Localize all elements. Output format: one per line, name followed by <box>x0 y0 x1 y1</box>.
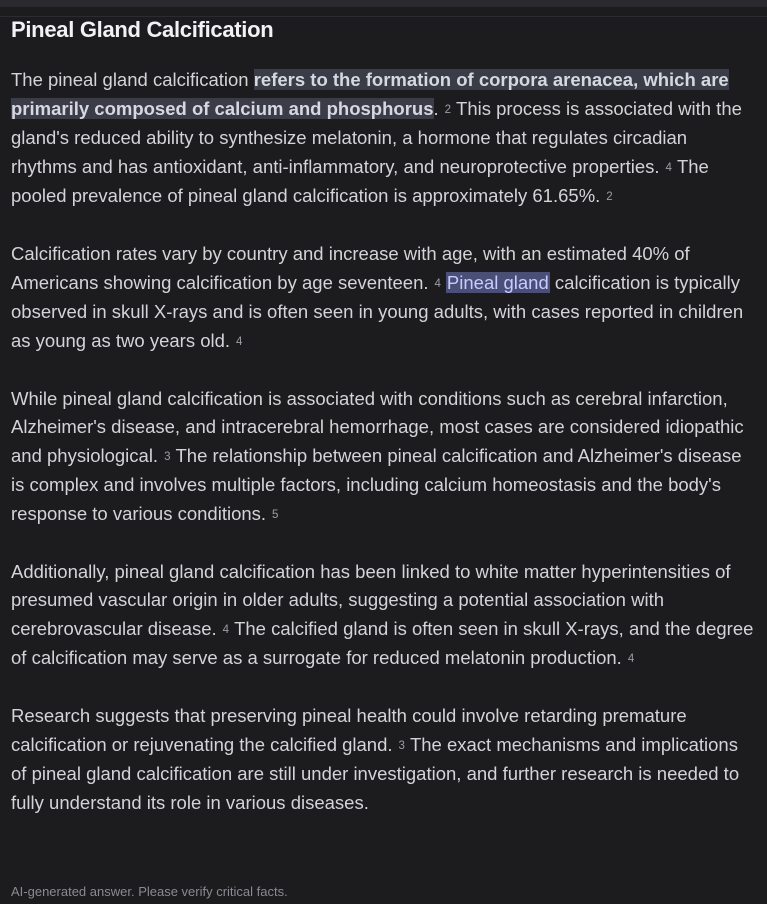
paragraph-1 <box>11 66 756 212</box>
text: Research suggests that preserving pineal health could involve retarding premature calcification or rejuvenating the calcified gland. <box>11 705 687 755</box>
citation-link[interactable]: 4 <box>236 335 243 348</box>
text: Additionally, pineal gland calcification has been linked to white matter hyperintensities of presumed vascular origin in older adults, suggesting a potential association with cerebrovascular disease. <box>11 560 731 639</box>
answer-panel <box>11 15 756 817</box>
disclaimer-text: AI-generated answer. Please verify critical facts. <box>11 884 288 899</box>
paragraph-2 <box>11 240 756 356</box>
text: The relationship between pineal calcification and Alzheimer's disease is complex and involves multiple factors, including calcium homeostasis and the body's response to various conditions. <box>11 444 742 524</box>
citation-link[interactable]: 4 <box>665 161 672 174</box>
paragraph-3 <box>11 385 756 530</box>
text: The pineal gland calcification <box>11 69 254 90</box>
highlighted-text: refers to the formation of corpora arenacea, which are primarily composed of calcium and phosphorus <box>11 69 729 119</box>
citation-link[interactable]: 4 <box>222 623 230 636</box>
citation-link[interactable]: 2 <box>444 103 452 116</box>
answer-title: Pineal Gland Calcification <box>11 17 274 42</box>
text: . <box>433 97 439 119</box>
citation-link[interactable]: 4 <box>434 277 441 290</box>
text: Calcification rates vary by country and increase with age, with an estimated 40% of Americans showing calcification by age seventeen. <box>11 243 690 293</box>
text: calcification is typically observed in skull X-rays and is often seen in young adults, with cases reported in children as young as two years old. <box>11 271 744 351</box>
top-bar <box>0 0 767 7</box>
citation-link[interactable]: 2 <box>606 191 613 203</box>
text: While pineal gland calcification is associated with conditions such as cerebral infarction, Alzheimer's disease, and intracerebral hemorrhage, most cases are considered idiopathic and physiological. <box>11 387 744 466</box>
text: The calcified gland is often seen in skull X-rays, and the degree of calcification may serve as a surrogate for reduced melatonin production. <box>11 617 754 668</box>
paragraph-4 <box>11 558 756 674</box>
text: This process is associated with the gland's reduced ability to synthesize melatonin, a hormone that regulates circadian rhythms and has antioxidant, anti-inflammatory, and neuroprotective properties. <box>11 97 742 177</box>
citation-link[interactable]: 5 <box>272 508 279 521</box>
citation-link[interactable]: 3 <box>398 739 405 752</box>
text: The exact mechanisms and implications of pineal gland calcification are still under investigation, and further research is needed to fully understand its role in various diseases. <box>11 733 740 813</box>
citation-link[interactable]: 4 <box>627 653 635 665</box>
citation-link[interactable]: 3 <box>164 450 171 463</box>
text: The pooled prevalence of pineal gland calcification is approximately 61.65%. <box>11 155 709 206</box>
paragraph-5 <box>11 702 756 817</box>
entity-link[interactable]: Pineal gland <box>446 271 549 293</box>
